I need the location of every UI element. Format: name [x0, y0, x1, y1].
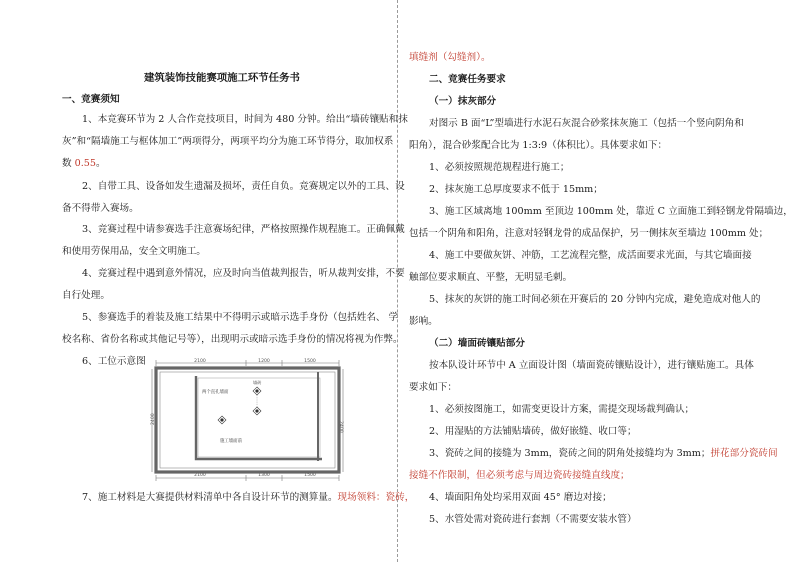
tiling-intro-line-1: 按本队设计环节中 A 立面设计图（墙面瓷砖镶贴设计），进行镶贴施工。具体 [429, 360, 754, 371]
tiling-item-2: 2、用湿贴的方法铺贴墙砖，做好嵌缝、收口等； [429, 426, 637, 437]
marker-c [218, 416, 226, 424]
tiling-item-1: 1、必须按图施工，如需变更设计方案，需提交现场裁判确认； [429, 404, 695, 415]
dim-top-left: 2100 [194, 359, 206, 364]
outer-wall [156, 368, 339, 472]
plastering-item-2: 2、抹灰施工总厚度要求不低于 15mm； [429, 184, 603, 195]
subheading-wall-tiling: （二）墙面砖镶贴部分 [429, 338, 525, 349]
label-wall: 两个直孔墙面 [202, 390, 229, 395]
plastering-item-5-line-2: 影响。 [409, 316, 438, 327]
marker-b [253, 407, 261, 415]
plastering-item-1: 1、必须按照规范规程进行施工； [429, 162, 570, 173]
rule-5-line-1: 5、参赛选手的着装及施工结果中不得明示或暗示选手身份（包括姓名、 学 [82, 312, 399, 323]
column-divider [397, 0, 398, 562]
document-title: 建筑装饰技能赛项施工环节任务书 [144, 72, 300, 84]
tiling-intro-line-2: 要求如下： [409, 382, 457, 393]
plastering-intro-line-2: 阳角），混合砂浆配合比为 1:3:9（体积比）。具体要求如下： [409, 140, 668, 151]
plastering-item-4-line-1: 4、施工中要做灰饼、冲筋，工艺流程完整，成活面要求光面，与其它墙面接 [429, 250, 752, 261]
plastering-intro-line-1: 对图示 B 面“L”型墙进行水泥石灰混合砂浆抹灰施工（包括一个竖向阴角和 [429, 118, 744, 129]
l-shaped-wall [196, 376, 322, 459]
rule-1-weight-suffix: 。 [96, 158, 106, 169]
dim-bottom-mid: 1300 [258, 473, 270, 478]
rule-4-line-2: 自行处理。 [62, 290, 110, 301]
rule-7-materials-note: 现场领料：瓷砖， [337, 492, 415, 503]
rule-3-line-1: 3、竞赛过程中请参赛选手注意赛场纪律，严格按照操作规程施工。正确佩戴 [82, 224, 405, 235]
rule-7-line-1 [82, 491, 414, 505]
workstation-floor-plan [150, 357, 345, 485]
tiling-item-3-line-2: 接缝不作限制，但必须考虑与周边瓷砖接缝直线度； [409, 470, 630, 481]
dim-top-mid: 1200 [258, 359, 270, 364]
rule-1-line-1: 1、本竞赛环节为 2 人合作竞技项目，时间为 480 分钟。给出“墙砖镶贴和抹 [82, 114, 408, 125]
rule-3-line-2: 和使用劳保用品，安全文明施工。 [62, 246, 206, 257]
rule-1-line-3 [62, 157, 106, 171]
rule-2-line-1: 2、自带工具、设备如发生遗漏及损坏，责任自负。竞赛规定以外的工具、设 [82, 181, 405, 192]
dim-bottom-left: 2100 [194, 473, 206, 478]
rule-1-weight-value: 0.55 [74, 158, 97, 169]
label-note: 墙砖 [253, 380, 262, 385]
plastering-item-3-line-1: 3、施工区域离地 100mm 至顶边 100mm 处，靠近 C 立面施工到轻钢龙骨隔墙边， [429, 206, 793, 217]
dim-right: 2400 [338, 421, 343, 433]
section-heading-competition-rules: 一、竞赛须知 [62, 94, 120, 105]
rule-6-workstation-diagram-label: 6、工位示意图 [82, 356, 146, 367]
dim-bottom-right: 1500 [304, 473, 316, 478]
plastering-item-3-line-2: 包括一个阴角和阳角，注意对轻钢龙骨的成品保护，另一侧抹灰至墙边 100mm 处； [409, 228, 769, 239]
rule-5-line-2: 校名称、省份名称或其他记号等），出现明示或暗示选手身份的情况将视为作弊。 [62, 334, 403, 345]
marker-a [253, 387, 261, 395]
section-heading-task-requirements: 二、竞赛任务要求 [429, 74, 506, 85]
tiling-item-3-red-note: 拼花部分瓷砖间 [710, 448, 778, 459]
rule-1-line-2: 灰”和“隔墙施工与框体加工”两项得分，两项平均分为施工环节得分，取加权系 [62, 136, 394, 147]
dim-left: 2400 [151, 413, 156, 425]
rule-2-line-2: 备不得带入赛场。 [62, 203, 139, 214]
label-floor: 施工墙面前 [220, 439, 242, 444]
plastering-item-4-line-2: 触部位要求顺直、平整，无明显毛刺。 [409, 272, 573, 283]
tiling-item-5: 5、水管处需对瓷砖进行套割（不需要安装水管） [429, 514, 637, 525]
rule-1-weight-prefix: 数 [62, 158, 75, 169]
plastering-item-5-line-1: 5、抹灰的灰饼的施工时间必须在开赛后的 20 分钟内完成，避免造成对他人的 [429, 294, 761, 305]
rule-4-line-1: 4、竞赛过程中遇到意外情况，应及时向当值裁判报告，听从裁判安排，不要 [82, 268, 405, 279]
rule-7-text: 7、施工材料是大赛提供材料清单中各自设计环节的测算量。 [82, 492, 338, 503]
materials-carryover: 填缝剂（勾缝剂）。 [409, 52, 491, 63]
dim-top-right: 1500 [304, 359, 316, 364]
tiling-item-4: 4、墙面阳角处均采用双面 45° 磨边对接； [429, 492, 612, 503]
tiling-item-3-text: 3、瓷砖之间的接缝为 3mm，瓷砖之间的阴角处接缝均为 3mm； [429, 448, 711, 459]
tiling-item-3-line-1 [429, 447, 778, 461]
inner-wall-outline [160, 372, 335, 468]
subheading-plastering: （一）抹灰部分 [429, 96, 497, 107]
